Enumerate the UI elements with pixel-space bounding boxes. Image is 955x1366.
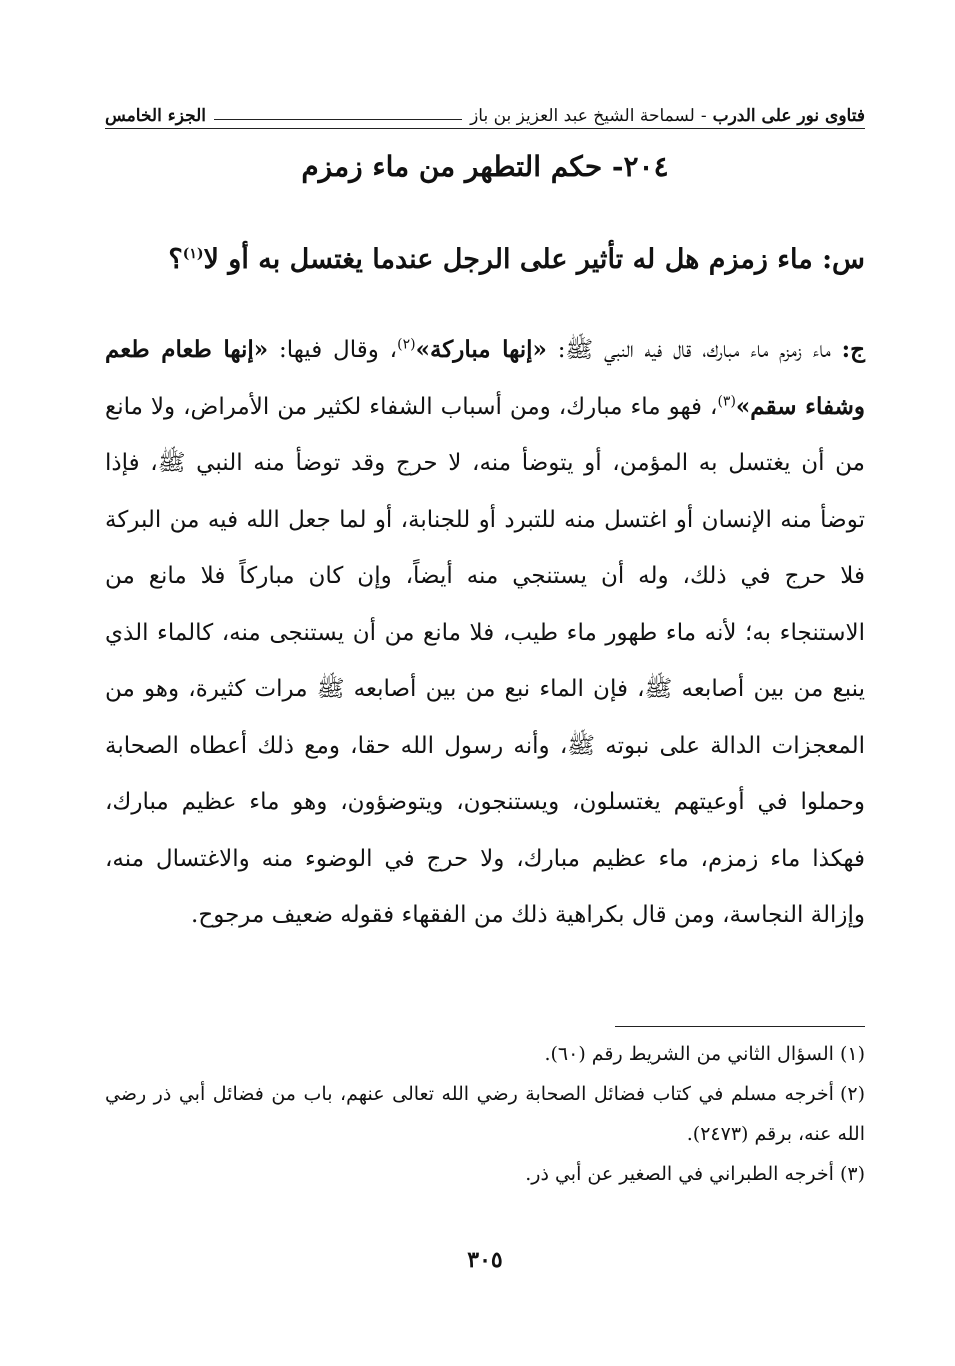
footnote-ref-3: (٣)	[717, 392, 736, 409]
answer-part-1: ماء زمزم ماء مبارك، قال فيه النبي ﷺ:	[557, 337, 831, 363]
header-part: الجزء الخامس	[105, 106, 207, 126]
footnote-text: أخرجه الطبراني في الصغير عن أبي ذر.	[525, 1163, 834, 1185]
page-number: ٣٠٥	[467, 1247, 503, 1273]
footnotes	[105, 1034, 865, 1194]
footnote-number: (١)	[839, 1043, 865, 1065]
footnote-2	[105, 1074, 865, 1154]
answer-lead: ج:	[841, 336, 865, 363]
question-text: س: ماء زمزم هل له تأثير على الرجل عندما يغتسل به أو لا	[203, 244, 865, 275]
footnote-ref-2: (٢)	[397, 336, 416, 353]
hadith-quote-2: «إنها طعام طعم وشفاء سقم»	[105, 336, 865, 420]
footnote-1	[105, 1034, 865, 1074]
footnote-divider	[615, 1026, 865, 1027]
answer-paragraph	[105, 322, 865, 944]
answer-part-3: ، فهو ماء مبارك، ومن أسباب الشفاء لكثير من الأمراض، ولا مانع من أن يغتسل به المؤمن، أو يتوضأ منه، لا حرج وقد توضأ منه النبي ﷺ، فإذا توضأ منه الإنسان أو اغتسل منه للتبرد أو للجنابة، أو لما جعل الله فيه من البركة فلا حرج في ذلك، وله أن يستنجي منه أيضاً، وإن كان مباركاً فلا مانع من الاستنجاء به؛ لأنه ماء طهور ماء طيب، فلا مانع من أن يستنجى منه، كالماء الذي ينبع من بين أصابعه ﷺ، فإن الماء نبع من بين أصابعه ﷺ مرات كثيرة، وهو من المعجزات الدالة على نبوته ﷺ، وأنه رسول الله حقا، ومع ذلك أعطاه الصحابة وحملوا في أوعيتهم يغتسلون، ويستنجون، ويتوضؤون، وهو ماء عظيم مبارك، فهكذا ماء زمزم، ماء عظيم مبارك، ولا حرج في الوضوء منه والاغتسال منه، وإزالة النجاسة، ومن قال بكراهية ذلك من الفقهاء فقوله ضعيف مرجوح.	[105, 393, 865, 928]
header-separator: -	[700, 106, 707, 126]
question	[105, 238, 865, 282]
header-dash-rule	[214, 119, 462, 120]
header-divider	[105, 128, 865, 129]
fatwa-title: ٢٠٤- حكم التطهر من ماء زمزم	[301, 150, 669, 183]
header-author: لسماحة الشيخ عبد العزيز بن باز	[470, 106, 695, 126]
footnote-text: السؤال الثاني من الشريط رقم (٦٠).	[544, 1043, 834, 1065]
header-book-title: فتاوى نور على الدرب	[712, 106, 865, 126]
footnote-3	[105, 1154, 865, 1194]
footnote-text: أخرجه مسلم في كتاب فضائل الصحابة رضي الله تعالى عنهم، باب من فضائل أبي ذر رضي الله عنه، برقم (٢٤٧٣).	[105, 1083, 865, 1145]
hadith-quote-1: «إنها مباركة»	[415, 336, 547, 363]
running-header	[105, 92, 865, 126]
answer-part-2: ، وقال فيها:	[278, 337, 398, 363]
question-footnote-ref: (١)	[182, 246, 204, 262]
footnote-number: (٢)	[839, 1083, 865, 1105]
question-end: ؟	[168, 244, 183, 275]
footnote-number: (٣)	[839, 1163, 865, 1185]
